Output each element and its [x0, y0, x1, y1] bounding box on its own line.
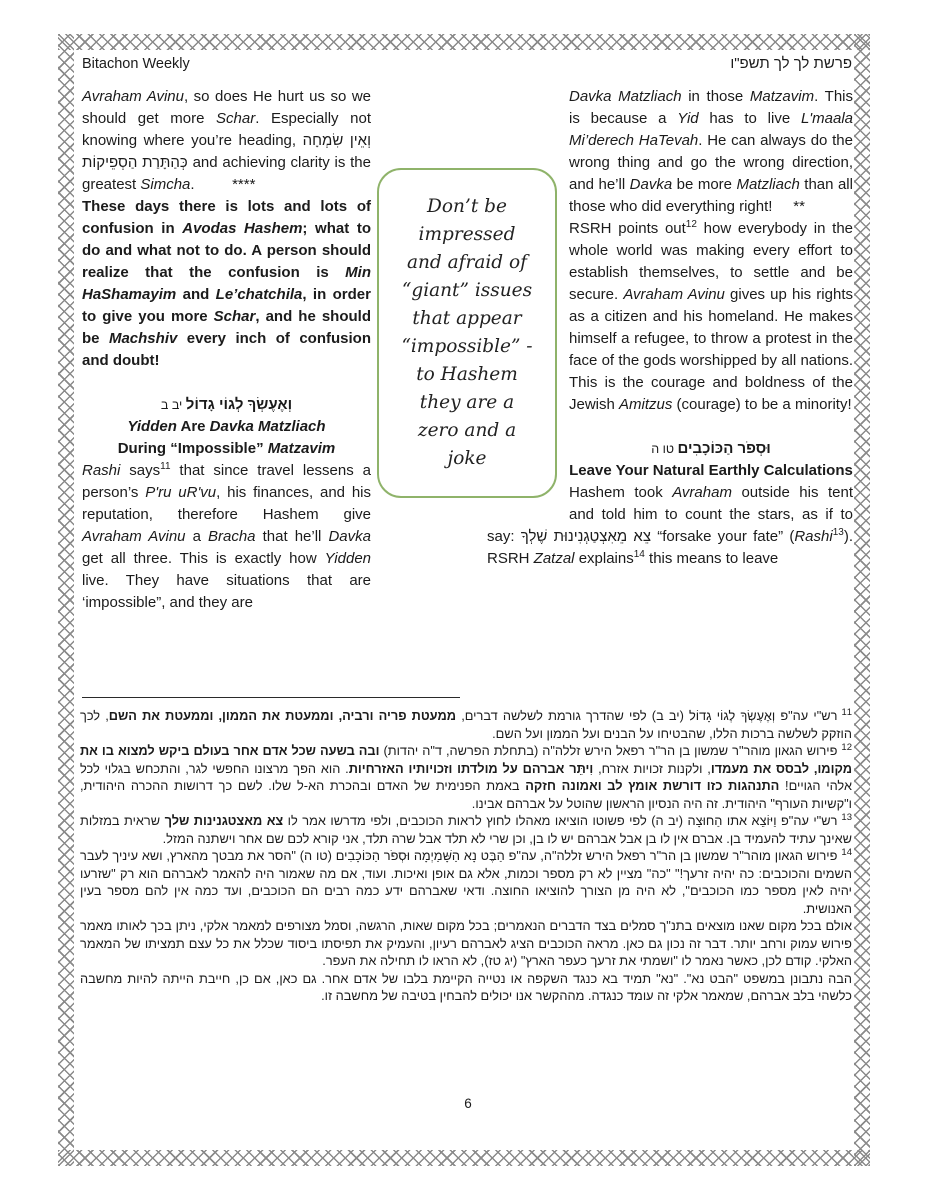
- parsha-title: פרשת לך לך תשפ"ו: [730, 55, 852, 72]
- text-run: and achieving clarity is the greatest: [82, 154, 371, 193]
- text-run: “giant” issues: [401, 280, 533, 301]
- text-run: . הוא הפך מרצונו החפשי לגר, והתכחש בגלוי לכל אלהי הגויים!: [80, 760, 852, 793]
- text-run: “impossible” -: [401, 336, 533, 357]
- text-run: Avraham: [672, 484, 732, 501]
- text-run: צא מאצטגנינות: [193, 813, 284, 828]
- text-run: 13: [832, 527, 844, 538]
- text-run: Leave Your Natural Earthly Calculations: [569, 462, 853, 479]
- text-run: Davka: [629, 176, 673, 193]
- text-run: . This is because a: [569, 88, 854, 127]
- text-run: Amitzus: [619, 396, 673, 413]
- text-run: Hashem took: [569, 484, 673, 501]
- text-run: explains: [574, 550, 634, 567]
- text-run: Schar: [213, 308, 256, 325]
- text-run: gives up his rights as a citizen and his homeland. He makes himself a refugee, to throw a protest in the face of the gods worshipped by all nations. This is the courage and boldness of the Jewish: [569, 286, 853, 413]
- text-run: “forsake your fate” (: [651, 528, 795, 545]
- text-run: וּסְפֹר הַכּוֹכָבִים: [677, 440, 771, 457]
- text-run: live. They have situations that are ‘impossible”, and they are: [82, 572, 371, 611]
- page-number: 6: [464, 1096, 472, 1111]
- text-run: שלך: [164, 813, 190, 828]
- stitch-border-top: [58, 34, 870, 50]
- footnote-text: [80, 848, 852, 916]
- text-run: how everybody in the whole world was making every effort to establish themselves, to settle and be secure.: [569, 220, 853, 303]
- text-run: 11: [160, 461, 171, 472]
- text-run: ממעטת פריה ורביה, וממעטת את הממון, וממעטת את השם: [108, 708, 457, 723]
- left-paragraph-1: [82, 86, 371, 196]
- text-run: outside his tent and told him to count the stars, as if to say:: [487, 484, 853, 545]
- left-paragraph-3: [82, 460, 371, 614]
- text-run: 14: [633, 549, 645, 560]
- text-run: Are: [176, 418, 210, 435]
- text-run: Avraham Avinu: [82, 528, 186, 545]
- text-run: ; what to do and what not to do. A person should realize that the confusion is: [82, 220, 371, 281]
- text-run: a: [185, 528, 208, 545]
- footnote-text: [80, 813, 852, 846]
- text-run: Rashi: [794, 528, 833, 545]
- text-run: says: [120, 462, 161, 479]
- text-run: . He can always do the wrong thing and go the wrong direction, and he’ll: [569, 132, 853, 193]
- text-run: Matzavim: [267, 440, 336, 457]
- section-title: [82, 416, 371, 460]
- text-run: Davka: [328, 528, 371, 545]
- text-run: that since travel lessens a person’s: [82, 462, 371, 501]
- text-run: Schar: [216, 110, 256, 127]
- footnote-11: [80, 707, 852, 742]
- text-run: they are a: [419, 392, 515, 413]
- text-run: אולם בכל מקום שאנו מוצאים בתנ"ך סמלים בצד הדברים הנאמרים; בכל מקום שאות, הרגשה, וסמל מצורפים למאמר אלקי, ניתן בכך לאותו מאמר פירוש עמוק ורחב יותר. דבר זה נכון גם כאן. מראה הכוכבים הציג לאברהם רעיון, והעמיק את תפיסתו ביסוד שכלל את כל עצם תמציתו של המאמר האלקי. קודם לכן, כאשר נאמר לו "ושמתי את זרעך כעפר הארץ" (יג טז), לא הראו לו תחילה את העפר.: [80, 918, 852, 968]
- text-run: רש"י עה"פ וַיּוֹצֵא אתו הַחוּצָה (יב ה) לפי פשוטו הוציאו מאהלו לחוץ לראות הכוכבים, ולפי מדרשו אמר לו: [283, 813, 838, 828]
- text-run: joke: [447, 448, 487, 469]
- text-run: (courage) to be a minority!: [672, 396, 852, 413]
- text-run: Don’t be: [427, 196, 507, 217]
- text-run: , ולקנות זכויות אזרח,: [593, 760, 711, 776]
- footnote-text: [80, 708, 852, 741]
- text-run: RSRH points out: [569, 220, 686, 237]
- text-run: this means to leave: [644, 550, 779, 567]
- text-run: Yidden: [324, 550, 371, 567]
- text-run: התנהגות כזו דורשת אומץ לב ואמונה חזקה: [525, 778, 780, 793]
- footnote-13: [80, 812, 852, 847]
- footnote-number: 14: [841, 846, 852, 858]
- left-column: [82, 86, 371, 614]
- text-run: Davka Matzliach: [569, 88, 682, 105]
- footnote-text: [80, 743, 852, 811]
- text-run: , in order to give you more: [82, 286, 371, 325]
- newsletter-title: Bitachon Weekly: [82, 56, 190, 72]
- text-run: . Especially not knowing where you’re heading,: [82, 110, 371, 149]
- footnote-number: 12: [841, 741, 852, 753]
- text-run: Rashi: [82, 462, 121, 479]
- text-run: get all three. This is exactly how: [82, 550, 325, 567]
- footnote-text: [80, 971, 852, 1004]
- text-run: , his finances, and his reputation, therefore Hashem give: [82, 484, 371, 523]
- text-run: צֵא מֵאִצְטַגְנִינוּת שֶׁלְךָ: [520, 528, 651, 545]
- text-run: Matzliach: [736, 176, 800, 193]
- text-run: רש"י עה"פ וְאֶעֶשְׂךָ לְגוֹי גָדוֹל (יב ב) לפי שהדרך גורמת לשלשה דברים,: [456, 708, 838, 723]
- text-run: , and he should be: [82, 308, 371, 347]
- text-run: and afraid of: [406, 252, 528, 273]
- text-run: Yid: [677, 110, 699, 127]
- text-run: , so does He hurt us so we should get more: [82, 88, 371, 127]
- footnote-12: [80, 742, 852, 812]
- text-run: ). RSRH: [487, 528, 853, 567]
- text-run: zero and a: [417, 420, 517, 441]
- footnote-14-continued: [80, 917, 852, 970]
- text-run: Avodas Hashem: [182, 220, 303, 237]
- text-run: פירוש הגאון מוהר"ר שמשון בן הר"ר רפאל הירש זללה"ה (בתחלת הפרשה, ד"ה יהדות): [379, 743, 838, 758]
- text-run: פירוש הגאון מוהר"ר שמשון בן הר"ר רפאל הירש זללה"ה, עה"פ הַבֶּט נָא הַשָּׁמַיְמָה וּסְפֹר הַכּוֹכָבִים (טו ה) "הסר את מבטך מהארץ, ושא עיניך לעבר השמים והכוכבים: כה יהיה זרעך!" "כה" מציין לא רק מספר וכמות, אלא גם אופן ואיכות. ועוד, אם מה שאמור היה להאמר לאברהם הוא רק "שזרעו יהיה לאין מספר כמו הכוכבים", לא היה מן הצורך להוציאו החוצה. ודאי שאברהם ידע כמה רבים הם הכוכבים, ועד כמה אין להם מספר בעין האנושית.: [80, 848, 852, 916]
- stitch-border-right: [854, 34, 870, 1166]
- footnote-number: 11: [841, 706, 853, 718]
- hebrew-verse-heading: [82, 394, 371, 416]
- text-run: Le’chatchila: [215, 286, 303, 303]
- footnote-14-continued-2: [80, 970, 852, 1005]
- text-run: that he’ll: [255, 528, 329, 545]
- text-run: Avraham Avinu: [82, 88, 184, 105]
- text-run: than all those who did everything right! **: [569, 176, 853, 215]
- left-paragraph-2: [82, 196, 371, 372]
- text-run: Yidden: [127, 418, 177, 435]
- footnote-text: [80, 918, 852, 968]
- text-run: Simcha: [140, 176, 191, 193]
- text-run: , לכך הוזקק לשלשה ברכות הללו, שהבטיחו על הבנים ועל הממון ועל השם.: [80, 708, 852, 741]
- text-run: Zatzal: [533, 550, 575, 567]
- text-run: L'maala Mi’derech HaTevah: [569, 110, 854, 149]
- text-run: Machshiv: [108, 330, 178, 347]
- right-column: [487, 86, 853, 570]
- text-run: יב ב: [160, 398, 186, 412]
- text-run: . ****: [190, 176, 256, 193]
- text-run: Min HaShamayim: [82, 264, 371, 303]
- text-run: ובה בשעה שכל אדם אחר בעולם ביקש למצוא בו את מקומו, לבסס את מעמדו: [80, 743, 852, 776]
- text-run: has to live: [698, 110, 801, 127]
- stitch-border-bottom: [58, 1150, 870, 1166]
- footnote-separator: [82, 697, 460, 698]
- text-run: Davka Matzliach: [209, 418, 326, 435]
- stitch-border-left: [58, 34, 74, 1166]
- text-run: באמת הפנימית של האדם ובהכרת הא-ל שלו. לשם כך דרושות ההכרה היהודית, ו"קשיות העורף" היהודית. זה היה הנסיון הראשון שהוטל על אברהם אבינו.: [80, 778, 852, 811]
- text-run: הבה נתבונן במשפט "הבט נא". "נא" תמיד בא כנגד השקפה או נטייה הקיימת בלבו של אדם אחר. גם כאן, אם כן, חייבת הייתה להיות מחשבה כלשהי בלב אברהם, שמאמר אלקי זה עומד כנגדה. מההקשר אנו יכולים להבחין בטיבה של מחשבה זו.: [80, 970, 852, 1003]
- footnote-14: [80, 847, 852, 917]
- left-section-heading: [82, 394, 371, 460]
- page-header: [82, 55, 852, 72]
- text-run: Bracha: [208, 528, 256, 545]
- text-run: שראית במזלות שאינך עתיד להעמיד בן. אברם אין לו בן אבל אברהם יש לו בן, וכן שרי לא תלד אבל שרה תלד, אני קורא לכם שם אחר וישתנה המזל.: [80, 813, 852, 846]
- text-run: impressed: [418, 224, 516, 245]
- text-run: P'ru uR'vu: [145, 484, 217, 501]
- footnote-number: 13: [841, 811, 852, 823]
- quote-box-wrap-spacer: [487, 168, 569, 506]
- text-run: every inch of confusion and doubt!: [82, 330, 371, 369]
- text-run: טו ה: [651, 442, 678, 456]
- text-run: in those: [681, 88, 750, 105]
- text-run: וְאֶעֶשְׂךָ לְגוֹי גָדוֹל: [185, 396, 293, 413]
- text-run: During “Impossible”: [117, 440, 268, 457]
- text-run: וִיתֵּר אברהם על מולדתו וזכויותיו האזרחיות: [348, 760, 594, 776]
- text-run: These days there is lots and lots of confusion in: [82, 198, 371, 237]
- footnotes: [80, 707, 852, 1005]
- text-run: that appear: [412, 308, 522, 329]
- text-run: וְאֵין שִׂמְחָה כְּהַתָּרַת הַסְפֵיקוֹת: [82, 132, 371, 171]
- text-run: 12: [685, 219, 697, 230]
- text-run: to Hashem: [416, 364, 518, 385]
- text-run: be more: [672, 176, 737, 193]
- text-run: and: [176, 286, 216, 303]
- text-run: Avraham Avinu: [623, 286, 725, 303]
- text-run: Matzavim: [749, 88, 815, 105]
